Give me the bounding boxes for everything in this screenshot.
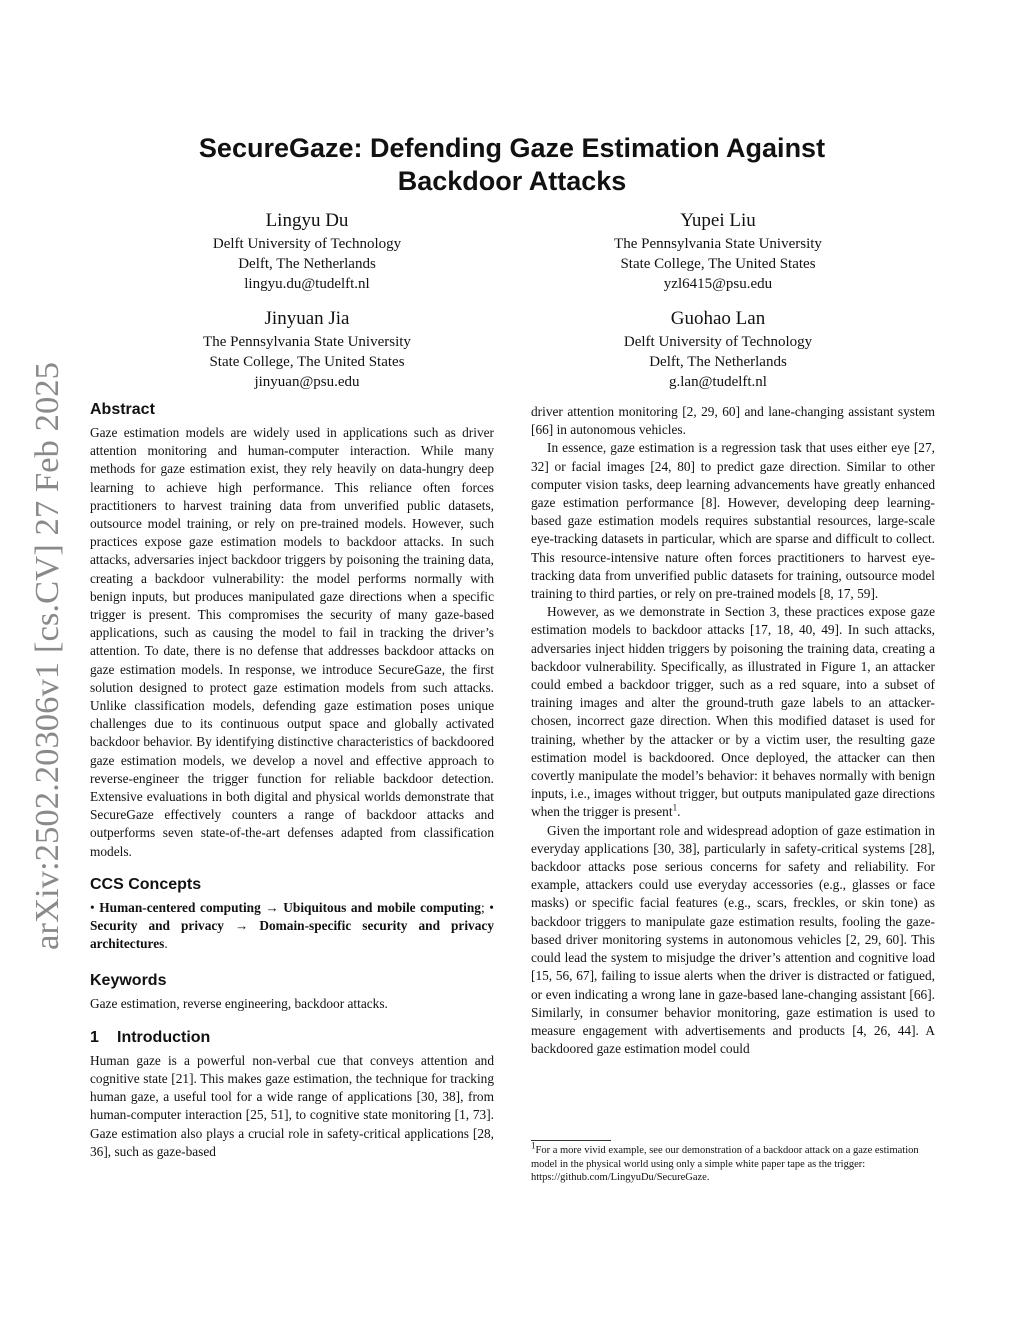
author-name: Lingyu Du (265, 210, 349, 231)
footnote-reference[interactable]: 1 (672, 803, 678, 814)
section-title: Introduction (117, 1028, 211, 1046)
intro-paragraph: Given the important role and widespread adoption of gaze estimation in everyday applications [30, 38], particularly in safety-critical systems [28], backdoor attacks pose serious concerns for safety and reliability. For example, attackers could use everyday accessories (e.g., glasses or face masks) or specific facial features (e.g., scars, freckles, or skin tone) as backdoor triggers to manipulate gaze estimation results, fooling the gaze-based driver monitoring systems in autonomous vehicles [2, 29, 60]. This could lead the system to misjudge the driver’s attention and cognitive load [15, 56, 67], failing to issue alerts when the driver is distracted or fatigued, or even indicating a wrong lane in gaze-based lane-changing assistant [66]. Similarly, in consumer behavior monitoring, gaze estimation is used to measure engagement with advertisements and products [4, 26, 44]. A backdoored gaze estimation model could (531, 822, 935, 1057)
intro-paragraph (531, 603, 935, 821)
ccs-separator: ; (480, 899, 485, 915)
intro-paragraph: Human gaze is a powerful non-verbal cue that conveys attention and cognitive state [21]. This makes gaze estimation, the technique for tracking human gaze, a useful tool for a wide range of applications [30, 38], from human-computer interaction [25, 51], to cognitive state monitoring [1, 73]. Gaze estimation also plays a crucial role in safety-critical applications [28, 36], such as gaze-based (90, 1052, 494, 1159)
author-block (538, 209, 898, 294)
author-affiliation: The Pennsylvania State University (203, 334, 411, 350)
author-affiliation: The Pennsylvania State University (614, 236, 822, 252)
author-email: g.lan@tudelft.nl (669, 374, 767, 390)
abstract-text: Gaze estimation models are widely used in applications such as driver attention monitoring and human-computer interaction. While many methods for gaze estimation exist, they rely heavily on data-hungry deep learning to achieve high performance. This reliance often forces practitioners to harvest training data from unverified public datasets, outsource model training, or rely on pre-trained models. However, such practices expose gaze estimation models to backdoor attacks. In such attacks, adversaries inject backdoor triggers by poisoning the training data, creating a backdoor vulnerability: the model performs normally with benign inputs, but produces manipulated gaze directions when a specific trigger is present. This compromises the security of many gaze-based applications, such as causing the model to fail in tracking the driver’s attention. To date, there is no defense that addresses backdoor attacks on gaze estimation models. In response, we introduce SecureGaze, the first solution designed to protect gaze estimation models from such attacks. Unlike classification models, defending gaze estimation poses unique challenges due to its continuous output space and globally activated backdoor behavior. By identifying distinctive characteristics of backdoored gaze estimation models, we develop a novel and effective approach to reverse-engineer the trigger function for reliable backdoor detection. Extensive evaluations in both digital and physical worlds demonstrate that SecureGaze effectively counters a range of backdoor attacks and outperforms seven state-of-the-art defenses adapted from classification models. (90, 425, 494, 859)
author-affiliation: Delft University of Technology (212, 236, 402, 252)
author-block (538, 307, 898, 392)
arxiv-identifier-stamp (18, 360, 74, 950)
author-email: jinyuan@psu.edu (254, 374, 360, 390)
intro-paragraph-continued: driver attention monitoring [2, 29, 60] and lane-changing assistant system [66] in autonomous vehicles. (531, 404, 935, 438)
author-email: lingyu.du@tudelft.nl (244, 276, 370, 292)
abstract-heading: Abstract (90, 401, 155, 418)
ccs-arrow: → (265, 899, 279, 915)
left-column (90, 400, 494, 1161)
author-location: Delft, The Netherlands (649, 354, 787, 370)
footnote-mark: 1 (531, 1140, 536, 1151)
author-location: State College, The United States (620, 256, 816, 272)
author-block (127, 209, 487, 294)
ccs-concept-sub: Ubiquitous and mobile computing (283, 899, 481, 915)
ccs-bullet: • (489, 899, 494, 915)
ccs-concept-sub: Domain-specific security and privacy architectures (90, 918, 494, 952)
paragraph-end: . (677, 804, 681, 820)
keywords-text: Gaze estimation, reverse engineering, backdoor attacks. (90, 996, 388, 1012)
author-block (127, 307, 487, 392)
ccs-concept-main: Human-centered computing (99, 899, 261, 915)
ccs-end: . (164, 936, 168, 952)
intro-paragraph: In essence, gaze estimation is a regression task that uses either eye [27, 32] or facial images [24, 80] to predict gaze direction. Similar to other computer vision tasks, deep learning advancements have greatly enhanced gaze estimation performance [8]. However, developing deep learning-based gaze estimation models requires substantial resources, large-scale eye-tracking datasets in particular, which are sparse and difficult to collect. This resource-intensive nature often forces practitioners to harvest eye-tracking data from unverified public datasets for training, outsource model training to third parties, or rely on pre-trained models [8, 17, 59]. (531, 440, 935, 602)
author-location: Delft, The Netherlands (238, 256, 376, 272)
right-column (531, 403, 935, 1058)
author-name: Guohao Lan (670, 308, 766, 329)
ccs-concept-main: Security and privacy (90, 918, 224, 934)
ccs-arrow: → (234, 918, 249, 934)
keywords-heading: Keywords (90, 972, 167, 990)
paragraph-text: However, as we demonstrate in Section 3, these practices expose gaze estimation models to backdoor attacks [17, 18, 40, 49]. In such attacks, adversaries inject hidden triggers by poisoning the training data, creating a backdoor vulnerability. Specifically, as illustrated in Figure 1, an attacker could embed a backdoor trigger, such as a red square, into a subset of training images and alter the ground-truth gaze labels to an attacker-chosen, incorrect gaze direction. When this modified dataset is used for training, whether by the attacker or by a victim user, the resulting gaze estimation model is backdoored. Once deployed, the attacker can then covertly manipulate the model’s behavior: it behaves normally with benign inputs, i.e., images without trigger, but outputs manipulated gaze directions when the trigger is present (531, 604, 935, 820)
ccs-heading: CCS Concepts (90, 875, 202, 893)
author-affiliation: Delft University of Technology (623, 334, 813, 350)
footnote (531, 1140, 935, 1185)
author-name: Yupei Liu (680, 210, 756, 231)
arxiv-stamp-text: arXiv:2502.20306v1 [cs.CV] 27 Feb 2025 (29, 373, 66, 950)
footnote-divider (531, 1140, 611, 1141)
author-name: Jinyuan Jia (264, 308, 350, 329)
ccs-concepts (90, 899, 494, 954)
author-email: yzl6415@psu.edu (663, 276, 773, 292)
paper-title: SecureGaze: Defending Gaze Estimation Against Backdoor Attacks (198, 133, 826, 196)
ccs-bullet: • (90, 899, 95, 915)
introduction-heading (90, 1028, 494, 1048)
section-number: 1 (90, 1028, 99, 1046)
author-location: State College, The United States (209, 354, 405, 370)
footnote-text: For a more vivid example, see our demonstration of a backdoor attack on a gaze estimation model in the physical world using only a simple white paper tape as the trigger: https://github.com/LingyuDu/SecureGaze. (531, 1145, 919, 1184)
